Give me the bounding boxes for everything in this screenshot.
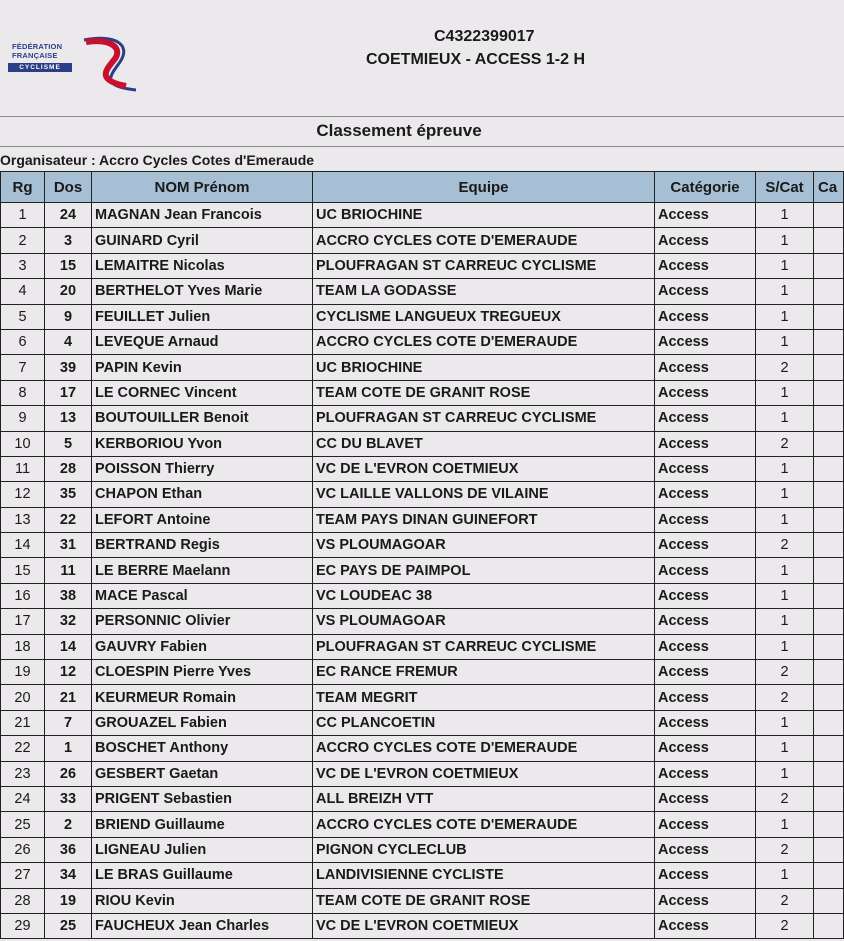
cell-rank: 13	[1, 507, 45, 532]
cell-name: CHAPON Ethan	[92, 482, 313, 507]
cell-subcategory: 1	[756, 482, 814, 507]
cell-subcategory: 1	[756, 583, 814, 608]
table-row	[1, 279, 844, 304]
table-row	[1, 456, 844, 481]
cell-subcategory: 2	[756, 913, 814, 938]
cell-subcategory: 1	[756, 812, 814, 837]
col-team: Equipe	[313, 172, 655, 203]
cell-subcategory: 2	[756, 888, 814, 913]
table-row	[1, 482, 844, 507]
cell-name: GUINARD Cyril	[92, 228, 313, 253]
cell-team: VS PLOUMAGOAR	[313, 533, 655, 558]
table-header-row	[1, 172, 844, 203]
cell-name: CLOESPIN Pierre Yves	[92, 660, 313, 685]
cell-rank: 25	[1, 812, 45, 837]
cell-name: KEURMEUR Romain	[92, 685, 313, 710]
race-title: COETMIEUX - ACCESS 1-2 H	[366, 51, 585, 68]
cell-team: TEAM LA GODASSE	[313, 279, 655, 304]
cell-name: GAUVRY Fabien	[92, 634, 313, 659]
table-row	[1, 812, 844, 837]
cell-extra	[814, 863, 844, 888]
cell-extra	[814, 431, 844, 456]
cell-name: LE CORNEC Vincent	[92, 380, 313, 405]
cell-extra	[814, 279, 844, 304]
cell-category: Access	[655, 812, 756, 837]
cell-team: PIGNON CYCLECLUB	[313, 837, 655, 862]
cell-team: TEAM MEGRIT	[313, 685, 655, 710]
cell-name: LEVEQUE Arnaud	[92, 329, 313, 354]
cell-subcategory: 1	[756, 634, 814, 659]
cell-bib: 31	[45, 533, 92, 558]
organizer-line: Organisateur : Accro Cycles Cotes d'Emeraude	[0, 152, 315, 168]
cell-category: Access	[655, 304, 756, 329]
cell-name: RIOU Kevin	[92, 888, 313, 913]
cell-extra	[814, 786, 844, 811]
table-row	[1, 329, 844, 354]
cell-extra	[814, 406, 844, 431]
col-rank: Rg	[1, 172, 45, 203]
logo-line-3: CYCLISME	[8, 63, 72, 72]
table-row	[1, 685, 844, 710]
cell-subcategory: 2	[756, 355, 814, 380]
cell-category: Access	[655, 482, 756, 507]
cell-category: Access	[655, 456, 756, 481]
cell-team: UC BRIOCHINE	[313, 355, 655, 380]
cell-rank: 9	[1, 406, 45, 431]
cell-category: Access	[655, 507, 756, 532]
cell-bib: 14	[45, 634, 92, 659]
cell-category: Access	[655, 279, 756, 304]
cell-category: Access	[655, 837, 756, 862]
cell-subcategory: 1	[756, 406, 814, 431]
cell-rank: 10	[1, 431, 45, 456]
cell-team: TEAM COTE DE GRANIT ROSE	[313, 380, 655, 405]
cell-subcategory: 1	[756, 228, 814, 253]
cell-bib: 33	[45, 786, 92, 811]
table-row	[1, 558, 844, 583]
cell-name: MAGNAN Jean Francois	[92, 203, 313, 228]
cell-team: UC BRIOCHINE	[313, 203, 655, 228]
cell-team: VC LAILLE VALLONS DE VILAINE	[313, 482, 655, 507]
cell-extra	[814, 736, 844, 761]
cell-extra	[814, 253, 844, 278]
cell-team: PLOUFRAGAN ST CARREUC CYCLISME	[313, 253, 655, 278]
cell-category: Access	[655, 736, 756, 761]
table-row	[1, 406, 844, 431]
cell-rank: 2	[1, 228, 45, 253]
cell-extra	[814, 203, 844, 228]
section-title	[0, 121, 844, 141]
cell-name: MACE Pascal	[92, 583, 313, 608]
col-subcategory: S/Cat	[756, 172, 814, 203]
cell-bib: 3	[45, 228, 92, 253]
cell-rank: 4	[1, 279, 45, 304]
cell-extra	[814, 634, 844, 659]
cell-extra	[814, 660, 844, 685]
cell-extra	[814, 482, 844, 507]
cell-subcategory: 2	[756, 533, 814, 558]
cell-rank: 17	[1, 609, 45, 634]
table-row	[1, 355, 844, 380]
cell-name: PRIGENT Sebastien	[92, 786, 313, 811]
cell-team: PLOUFRAGAN ST CARREUC CYCLISME	[313, 406, 655, 431]
cell-category: Access	[655, 203, 756, 228]
cell-category: Access	[655, 660, 756, 685]
cell-team: CYCLISME LANGUEUX TREGUEUX	[313, 304, 655, 329]
cell-subcategory: 1	[756, 380, 814, 405]
cell-extra	[814, 685, 844, 710]
cell-rank: 1	[1, 203, 45, 228]
table-row	[1, 786, 844, 811]
cell-subcategory: 2	[756, 786, 814, 811]
cell-subcategory: 1	[756, 558, 814, 583]
cell-bib: 11	[45, 558, 92, 583]
cell-rank: 20	[1, 685, 45, 710]
cell-rank: 18	[1, 634, 45, 659]
divider-top	[0, 116, 844, 117]
cell-category: Access	[655, 355, 756, 380]
cell-rank: 26	[1, 837, 45, 862]
cell-name: LE BRAS Guillaume	[92, 863, 313, 888]
table-row	[1, 583, 844, 608]
cell-extra	[814, 710, 844, 735]
cell-category: Access	[655, 431, 756, 456]
cell-subcategory: 2	[756, 685, 814, 710]
cell-subcategory: 1	[756, 863, 814, 888]
cell-name: BERTRAND Regis	[92, 533, 313, 558]
cell-bib: 28	[45, 456, 92, 481]
cell-extra	[814, 558, 844, 583]
cell-bib: 15	[45, 253, 92, 278]
cell-subcategory: 1	[756, 279, 814, 304]
table-row	[1, 203, 844, 228]
cell-category: Access	[655, 786, 756, 811]
results-table	[0, 171, 844, 939]
cell-name: LEMAITRE Nicolas	[92, 253, 313, 278]
cell-extra	[814, 533, 844, 558]
cell-team: ACCRO CYCLES COTE D'EMERAUDE	[313, 736, 655, 761]
cell-extra	[814, 812, 844, 837]
cell-team: ACCRO CYCLES COTE D'EMERAUDE	[313, 329, 655, 354]
cell-name: BOUTOUILLER Benoit	[92, 406, 313, 431]
cell-subcategory: 1	[756, 253, 814, 278]
table-row	[1, 228, 844, 253]
ffc-logo	[6, 34, 146, 96]
logo-line-2: FRANÇAISE	[12, 51, 58, 60]
cell-rank: 16	[1, 583, 45, 608]
cell-name: LEFORT Antoine	[92, 507, 313, 532]
cell-category: Access	[655, 253, 756, 278]
table-row	[1, 761, 844, 786]
cell-subcategory: 2	[756, 660, 814, 685]
cell-team: TEAM COTE DE GRANIT ROSE	[313, 888, 655, 913]
table-row	[1, 253, 844, 278]
cell-team: VS PLOUMAGOAR	[313, 609, 655, 634]
cell-rank: 24	[1, 786, 45, 811]
cell-category: Access	[655, 913, 756, 938]
cell-category: Access	[655, 710, 756, 735]
cell-extra	[814, 355, 844, 380]
table-row	[1, 736, 844, 761]
cell-bib: 32	[45, 609, 92, 634]
cell-extra	[814, 304, 844, 329]
cell-rank: 14	[1, 533, 45, 558]
cell-team: PLOUFRAGAN ST CARREUC CYCLISME	[313, 634, 655, 659]
cell-rank: 6	[1, 329, 45, 354]
cell-category: Access	[655, 863, 756, 888]
cell-category: Access	[655, 761, 756, 786]
table-row	[1, 710, 844, 735]
cell-rank: 5	[1, 304, 45, 329]
cell-name: GROUAZEL Fabien	[92, 710, 313, 735]
cell-bib: 13	[45, 406, 92, 431]
cell-extra	[814, 837, 844, 862]
cell-team: VC DE L'EVRON COETMIEUX	[313, 913, 655, 938]
cell-bib: 25	[45, 913, 92, 938]
cell-rank: 21	[1, 710, 45, 735]
divider-bottom	[0, 146, 844, 147]
cell-subcategory: 1	[756, 736, 814, 761]
cell-team: LANDIVISIENNE CYCLISTE	[313, 863, 655, 888]
cell-bib: 7	[45, 710, 92, 735]
cell-rank: 7	[1, 355, 45, 380]
table-row	[1, 533, 844, 558]
cell-subcategory: 1	[756, 329, 814, 354]
cell-bib: 34	[45, 863, 92, 888]
cell-name: BOSCHET Anthony	[92, 736, 313, 761]
cell-name: POISSON Thierry	[92, 456, 313, 481]
logo-line-1: FÉDÉRATION	[12, 42, 63, 51]
cell-subcategory: 1	[756, 609, 814, 634]
cell-name: PERSONNIC Olivier	[92, 609, 313, 634]
table-row	[1, 863, 844, 888]
section-title-text: Classement épreuve	[316, 121, 482, 140]
cell-team: ALL BREIZH VTT	[313, 786, 655, 811]
cell-rank: 29	[1, 913, 45, 938]
cell-extra	[814, 913, 844, 938]
cell-bib: 36	[45, 837, 92, 862]
cell-category: Access	[655, 533, 756, 558]
cell-name: KERBORIOU Yvon	[92, 431, 313, 456]
cell-rank: 23	[1, 761, 45, 786]
cell-bib: 26	[45, 761, 92, 786]
table-row	[1, 431, 844, 456]
cell-extra	[814, 583, 844, 608]
cell-bib: 5	[45, 431, 92, 456]
cell-category: Access	[655, 583, 756, 608]
cell-category: Access	[655, 558, 756, 583]
cell-name: FAUCHEUX Jean Charles	[92, 913, 313, 938]
cell-bib: 2	[45, 812, 92, 837]
cell-rank: 12	[1, 482, 45, 507]
cell-category: Access	[655, 634, 756, 659]
cell-name: LIGNEAU Julien	[92, 837, 313, 862]
cell-team: ACCRO CYCLES COTE D'EMERAUDE	[313, 812, 655, 837]
cell-team: EC PAYS DE PAIMPOL	[313, 558, 655, 583]
cell-rank: 3	[1, 253, 45, 278]
cell-name: FEUILLET Julien	[92, 304, 313, 329]
cell-bib: 22	[45, 507, 92, 532]
cell-subcategory: 1	[756, 203, 814, 228]
cell-subcategory: 1	[756, 304, 814, 329]
cell-category: Access	[655, 609, 756, 634]
cell-rank: 22	[1, 736, 45, 761]
cell-extra	[814, 609, 844, 634]
cell-subcategory: 2	[756, 837, 814, 862]
race-code: C4322399017	[434, 28, 535, 45]
col-category: Catégorie	[655, 172, 756, 203]
cell-extra	[814, 507, 844, 532]
table-row	[1, 837, 844, 862]
cell-team: CC PLANCOETIN	[313, 710, 655, 735]
table-row	[1, 660, 844, 685]
cell-name: PAPIN Kevin	[92, 355, 313, 380]
cell-rank: 15	[1, 558, 45, 583]
cell-extra	[814, 456, 844, 481]
cell-rank: 27	[1, 863, 45, 888]
cell-extra	[814, 329, 844, 354]
cell-bib: 9	[45, 304, 92, 329]
cell-subcategory: 1	[756, 456, 814, 481]
table-row	[1, 380, 844, 405]
cell-bib: 39	[45, 355, 92, 380]
cell-team: ACCRO CYCLES COTE D'EMERAUDE	[313, 228, 655, 253]
col-extra: Ca	[814, 172, 844, 203]
cell-extra	[814, 761, 844, 786]
cell-team: VC DE L'EVRON COETMIEUX	[313, 761, 655, 786]
table-row	[1, 634, 844, 659]
table-row	[1, 888, 844, 913]
cell-bib: 17	[45, 380, 92, 405]
table-row	[1, 913, 844, 938]
cell-rank: 8	[1, 380, 45, 405]
cell-rank: 28	[1, 888, 45, 913]
cell-category: Access	[655, 228, 756, 253]
cell-name: GESBERT Gaetan	[92, 761, 313, 786]
col-name: NOM Prénom	[92, 172, 313, 203]
cell-extra	[814, 888, 844, 913]
cell-name: LE BERRE Maelann	[92, 558, 313, 583]
cell-category: Access	[655, 329, 756, 354]
table-row	[1, 304, 844, 329]
cell-bib: 38	[45, 583, 92, 608]
cell-category: Access	[655, 888, 756, 913]
cell-rank: 19	[1, 660, 45, 685]
cell-team: EC RANCE FREMUR	[313, 660, 655, 685]
cell-team: CC DU BLAVET	[313, 431, 655, 456]
cell-bib: 12	[45, 660, 92, 685]
cell-rank: 11	[1, 456, 45, 481]
cell-subcategory: 1	[756, 761, 814, 786]
cell-bib: 20	[45, 279, 92, 304]
cell-team: VC LOUDEAC 38	[313, 583, 655, 608]
table-row	[1, 507, 844, 532]
cell-name: BERTHELOT Yves Marie	[92, 279, 313, 304]
cell-subcategory: 1	[756, 507, 814, 532]
cell-category: Access	[655, 380, 756, 405]
cell-subcategory: 1	[756, 710, 814, 735]
cell-bib: 19	[45, 888, 92, 913]
cell-name: BRIEND Guillaume	[92, 812, 313, 837]
cell-extra	[814, 228, 844, 253]
cell-bib: 21	[45, 685, 92, 710]
cell-bib: 4	[45, 329, 92, 354]
cell-bib: 1	[45, 736, 92, 761]
cell-category: Access	[655, 685, 756, 710]
cell-extra	[814, 380, 844, 405]
col-bib: Dos	[45, 172, 92, 203]
cell-team: VC DE L'EVRON COETMIEUX	[313, 456, 655, 481]
cell-bib: 35	[45, 482, 92, 507]
cell-category: Access	[655, 406, 756, 431]
cell-bib: 24	[45, 203, 92, 228]
cell-team: TEAM PAYS DINAN GUINEFORT	[313, 507, 655, 532]
cell-subcategory: 2	[756, 431, 814, 456]
table-row	[1, 609, 844, 634]
